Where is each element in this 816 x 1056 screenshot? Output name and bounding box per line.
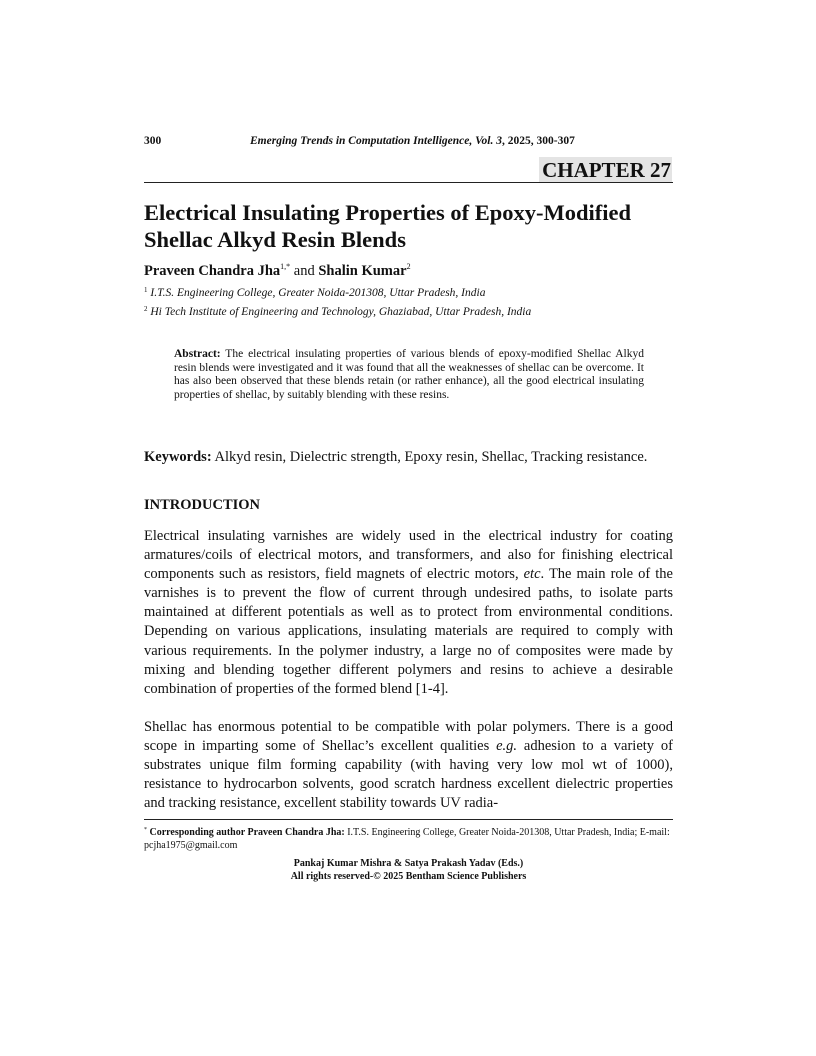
footer-editors: Pankaj Kumar Mishra & Satya Prakash Yadav (Eds.) xyxy=(293,858,524,869)
footer-copyright: All rights reserved-© 2025 Bentham Science Publishers xyxy=(290,871,527,882)
affiliation-2 xyxy=(144,305,531,318)
affiliation-1-marker: 1 xyxy=(144,286,148,294)
header-rule xyxy=(144,182,673,183)
keywords-label: Keywords: xyxy=(144,449,212,465)
author-2-marker: 2 xyxy=(406,262,411,271)
intro-paragraph-1 xyxy=(144,527,673,699)
footnote-label: Corresponding author Praveen Chandra Jha: xyxy=(147,827,345,838)
intro-p1-text-b: . The main role of the varnishes is to prevent the flow of current through undesired paths, to isolate parts maintained at different potentials as well as to protect from environmental conditions. Depending on various applications, insulating materials are required to comply with various requirements. In the polymer industry, a large no of composites were made by mixing and blending together different polymers and resins to achieve a desirable combination of properties of the formed blend [1-4]. xyxy=(144,566,673,697)
running-header xyxy=(250,135,575,147)
affiliation-1-text: I.T.S. Engineering College, Greater Noida-201308, Uttar Pradesh, India xyxy=(147,287,486,299)
author-joiner: and xyxy=(290,263,319,279)
intro-p2-text-a: Shellac has enormous potential to be compatible with polar polymers. There is a good scope in imparting some of Shellac’s excellent qualities xyxy=(144,719,673,755)
chapter-label: CHAPTER 27 xyxy=(539,157,672,182)
keywords xyxy=(144,448,673,467)
author-1-marker: 1,* xyxy=(280,262,291,271)
affiliation-2-marker: 2 xyxy=(144,305,148,313)
author-1: Praveen Chandra Jha xyxy=(144,263,281,279)
journal-name: Emerging Trends in Computation Intelligence, Vol. 3 xyxy=(250,135,502,147)
section-heading-introduction: INTRODUCTION xyxy=(144,497,261,513)
keywords-text: Alkyd resin, Dielectric strength, Epoxy resin, Shellac, Tracking resistance. xyxy=(211,449,648,465)
author-line xyxy=(144,262,411,280)
intro-p1-etc: etc xyxy=(523,566,541,583)
intro-p2-eg: e.g. xyxy=(496,738,518,755)
abstract-label: Abstract: xyxy=(174,348,221,360)
footnote-rule xyxy=(144,819,673,820)
article-title: Electrical Insulating Properties of Epoxy-Modified Shellac Alkyd Resin Blends xyxy=(144,200,632,252)
footnote-marker: * xyxy=(144,827,147,833)
footnote-text: I.T.S. Engineering College, Greater Noida-201308, Uttar Pradesh, India; E-mail: pcjha1975@gmail.com xyxy=(144,827,670,851)
affiliation-1 xyxy=(144,286,485,299)
corresponding-author-footnote xyxy=(144,824,673,852)
intro-p2-text-b: adhesion to a variety of substrates unique film forming capability (with having very low mol wt of 1000), resistance to hydrocarbon solvents, good scratch hardness excellent dielectric properties and tracking resistance, excellent stability towards UV radia- xyxy=(144,738,674,812)
intro-paragraph-2 xyxy=(144,718,673,813)
intro-p1-text-a: Electrical insulating varnishes are widely used in the electrical industry for coating armatures/coils of electrical motors, and transformers, and also for finishing electrical components such as resistors, field magnets of electric motors, xyxy=(144,528,673,583)
abstract-text: The electrical insulating properties of various blends of epoxy-modified Shellac Alkyd resin blends were investigated and it was found that all the weaknesses of shellac can be overcome. It has also been observed that these blends retain (or rather enhance), all the good electrical insulating properties of shellac, by suitably blending with these resins. xyxy=(174,348,644,402)
page-number: 300 xyxy=(144,135,162,147)
affiliation-2-text: Hi Tech Institute of Engineering and Technology, Ghaziabad, Uttar Pradesh, India xyxy=(147,306,532,318)
author-2: Shalin Kumar xyxy=(318,263,407,279)
journal-issue: , 2025, 300-307 xyxy=(501,135,575,147)
abstract xyxy=(174,348,644,403)
